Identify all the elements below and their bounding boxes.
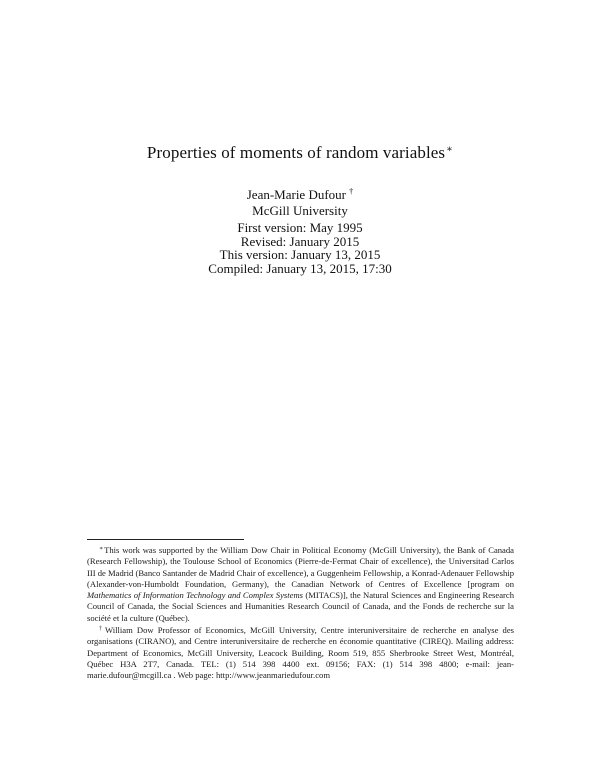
author-footnote-mark: †: [349, 186, 354, 196]
footnote-text: This work was supported by the William Dow Chair in Political Economy (McGill University), the Bank of Canada (Research Fellowship), the Toulouse School of Economics (Pierre-de-Fermat Chair of excellence), the Universitad Carlos III de Madrid (Banco Santander de Madrid Chair of excellence), a Guggenheim Fellowship, a Konrad-Adenauer Fellowship (Alexander-von-Humboldt Foundation, Germany), the Canadian Network of Centres of Excellence [program on: [87, 545, 514, 589]
author-block: [0, 183, 600, 219]
revised-date: Revised: January 2015: [240, 233, 360, 249]
compiled-date: Compiled: January 13, 2015, 17:30: [208, 260, 392, 276]
first-version: First version: May 1995: [237, 220, 363, 235]
title-text: Properties of moments of random variables: [146, 143, 446, 162]
author-line: [0, 183, 600, 203]
this-version: This version: January 13, 2015: [219, 247, 381, 262]
footnote-text: (MITACS)], the Natural Sciences and Engineering Research Council of Canada, the Social Sciences and Humanities Research Council of Canada, and the Fonds de recherche sur la société et la culture (Québec).: [87, 590, 514, 623]
footnotes: [87, 544, 514, 682]
title-footnote-mark: ∗: [446, 144, 454, 155]
version-dates: [0, 221, 600, 275]
page-title: [0, 143, 600, 163]
footnote-rule: [87, 539, 244, 540]
author-affiliation: McGill University: [252, 203, 348, 218]
footnote-mark: †: [99, 626, 104, 633]
author-name: Jean-Marie Dufour: [246, 187, 346, 202]
footnote-author-address: [87, 624, 514, 681]
footnote-funding: [87, 544, 514, 624]
footnote-italic-text: Mathematics of Information Technology and Complex Systems: [87, 590, 304, 601]
footnote-mark: ∗: [99, 546, 104, 552]
footnote-text: William Dow Professor of Economics, McGill University, Centre interuniversitaire de recherche en analyse des organisations (CIRANO), and Centre interuniversitaire de recherche en économie quantitative (CIREQ). Mailing address: Department of Economics, McGill University, Leacock Building, Room 519, 855 Sherbrooke Street West, Montréal, Québec H3A 2T7, Canada. TEL: (1) 514 398 4400 ext. 09156; FAX: (1) 514 398 4800; e-mail: jean-marie.dufour@mcgill.ca . Web page: http://www.jeanmariedufour.com: [87, 625, 515, 681]
